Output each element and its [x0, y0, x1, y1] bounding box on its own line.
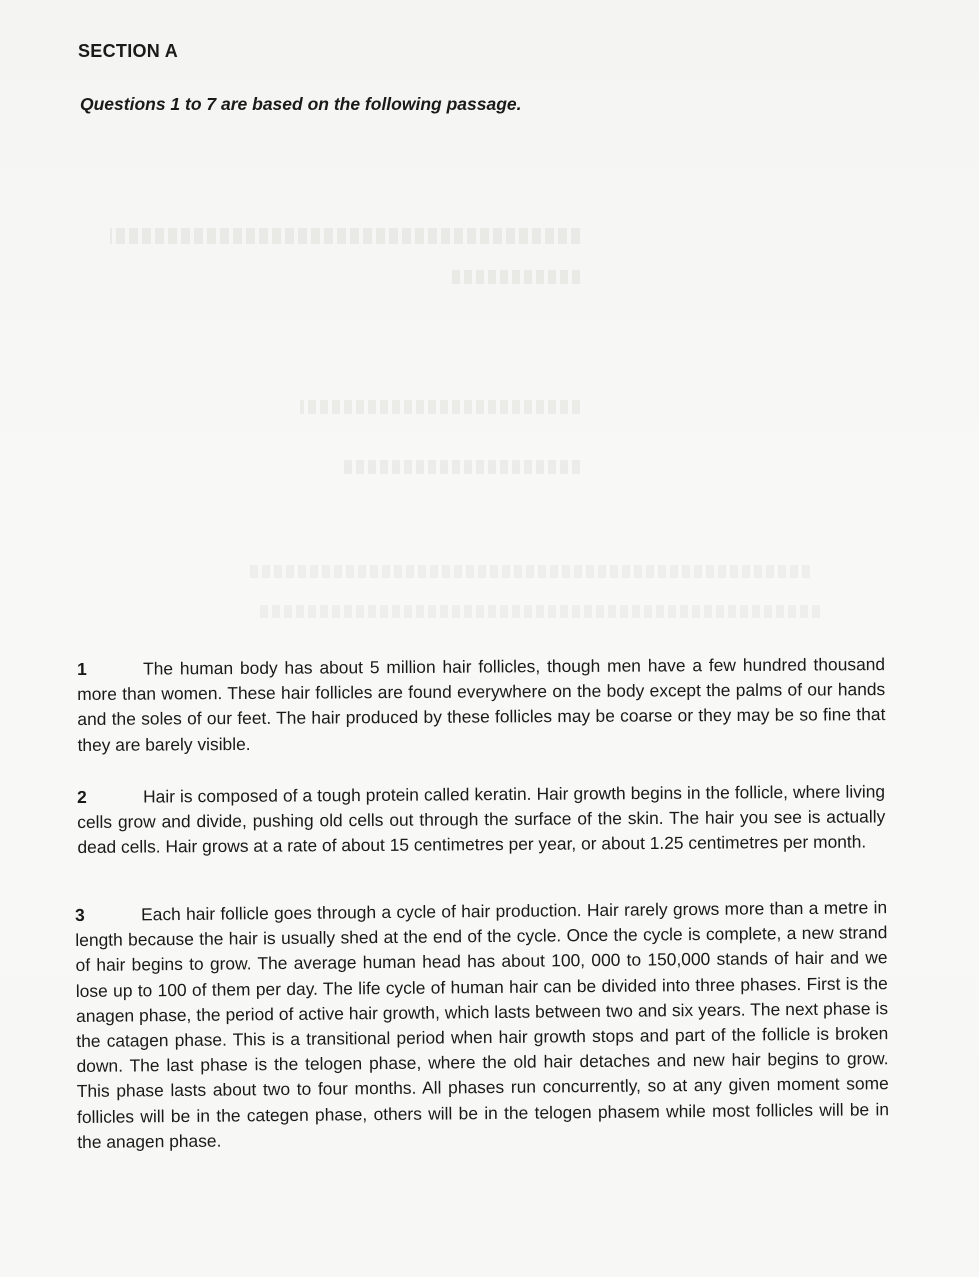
- section-title: SECTION A: [78, 41, 179, 61]
- show-through-decoration: [260, 605, 820, 618]
- paragraph-text: The human body has about 5 million hair follicles, though men have a few hundred thousand more than women. These hair follicles are found everywhere on the body except the palms of our hands and the soles of our feet. The hair produced by these follicles may be coarse or they may be so fine that they are barely visible.: [77, 654, 886, 755]
- questions-instruction: Questions 1 to 7 are based on the following passage.: [80, 94, 522, 114]
- paragraph-text: Hair is composed of a tough protein called keratin. Hair growth begins in the follicle, where living cells grow and divide, pushing old cells out through the surface of the skin. The hair you see is actually dead cells. Hair grows at a rate of about 15 centimetres per year, or about 1.25 centimetres per month.: [77, 781, 886, 858]
- paragraph-number: 3: [75, 904, 85, 925]
- paragraph-number: 1: [77, 658, 87, 679]
- paragraph-number: 2: [77, 786, 87, 807]
- show-through-decoration: [450, 270, 580, 284]
- show-through-decoration: [340, 460, 580, 474]
- passage-paragraph-1: [77, 652, 886, 758]
- passage-paragraph-3: [75, 895, 889, 1155]
- show-through-decoration: [300, 400, 580, 414]
- show-through-decoration: [110, 228, 580, 244]
- show-through-decoration: [250, 565, 810, 578]
- paragraph-text: Each hair follicle goes through a cycle of hair production. Hair rarely grows more than a metre in length because the hair is usually shed at the end of the cycle. Once the cycle is complete, a new strand of hair begins to grow. The average human head has about 100, 000 to 150,000 stands of hair and we lose up to 100 of them per day. The life cycle of human hair can be divided into three phases. First is the anagen phase, the period of active hair growth, which lasts between two and six years. The next phase is the catagen phase. This is a transitional period when hair growth stops and part of the follicle is broken down. The last phase is the telogen phase, where the old hair detaches and new hair begins to grow. This phase lasts about two to four months. All phases run concurrently, so at any given moment some follicles will be in the categen phase, others will be in the telogen phasem while most follicles will be in the anagen phase.: [75, 897, 890, 1152]
- passage-paragraph-2: [77, 779, 886, 860]
